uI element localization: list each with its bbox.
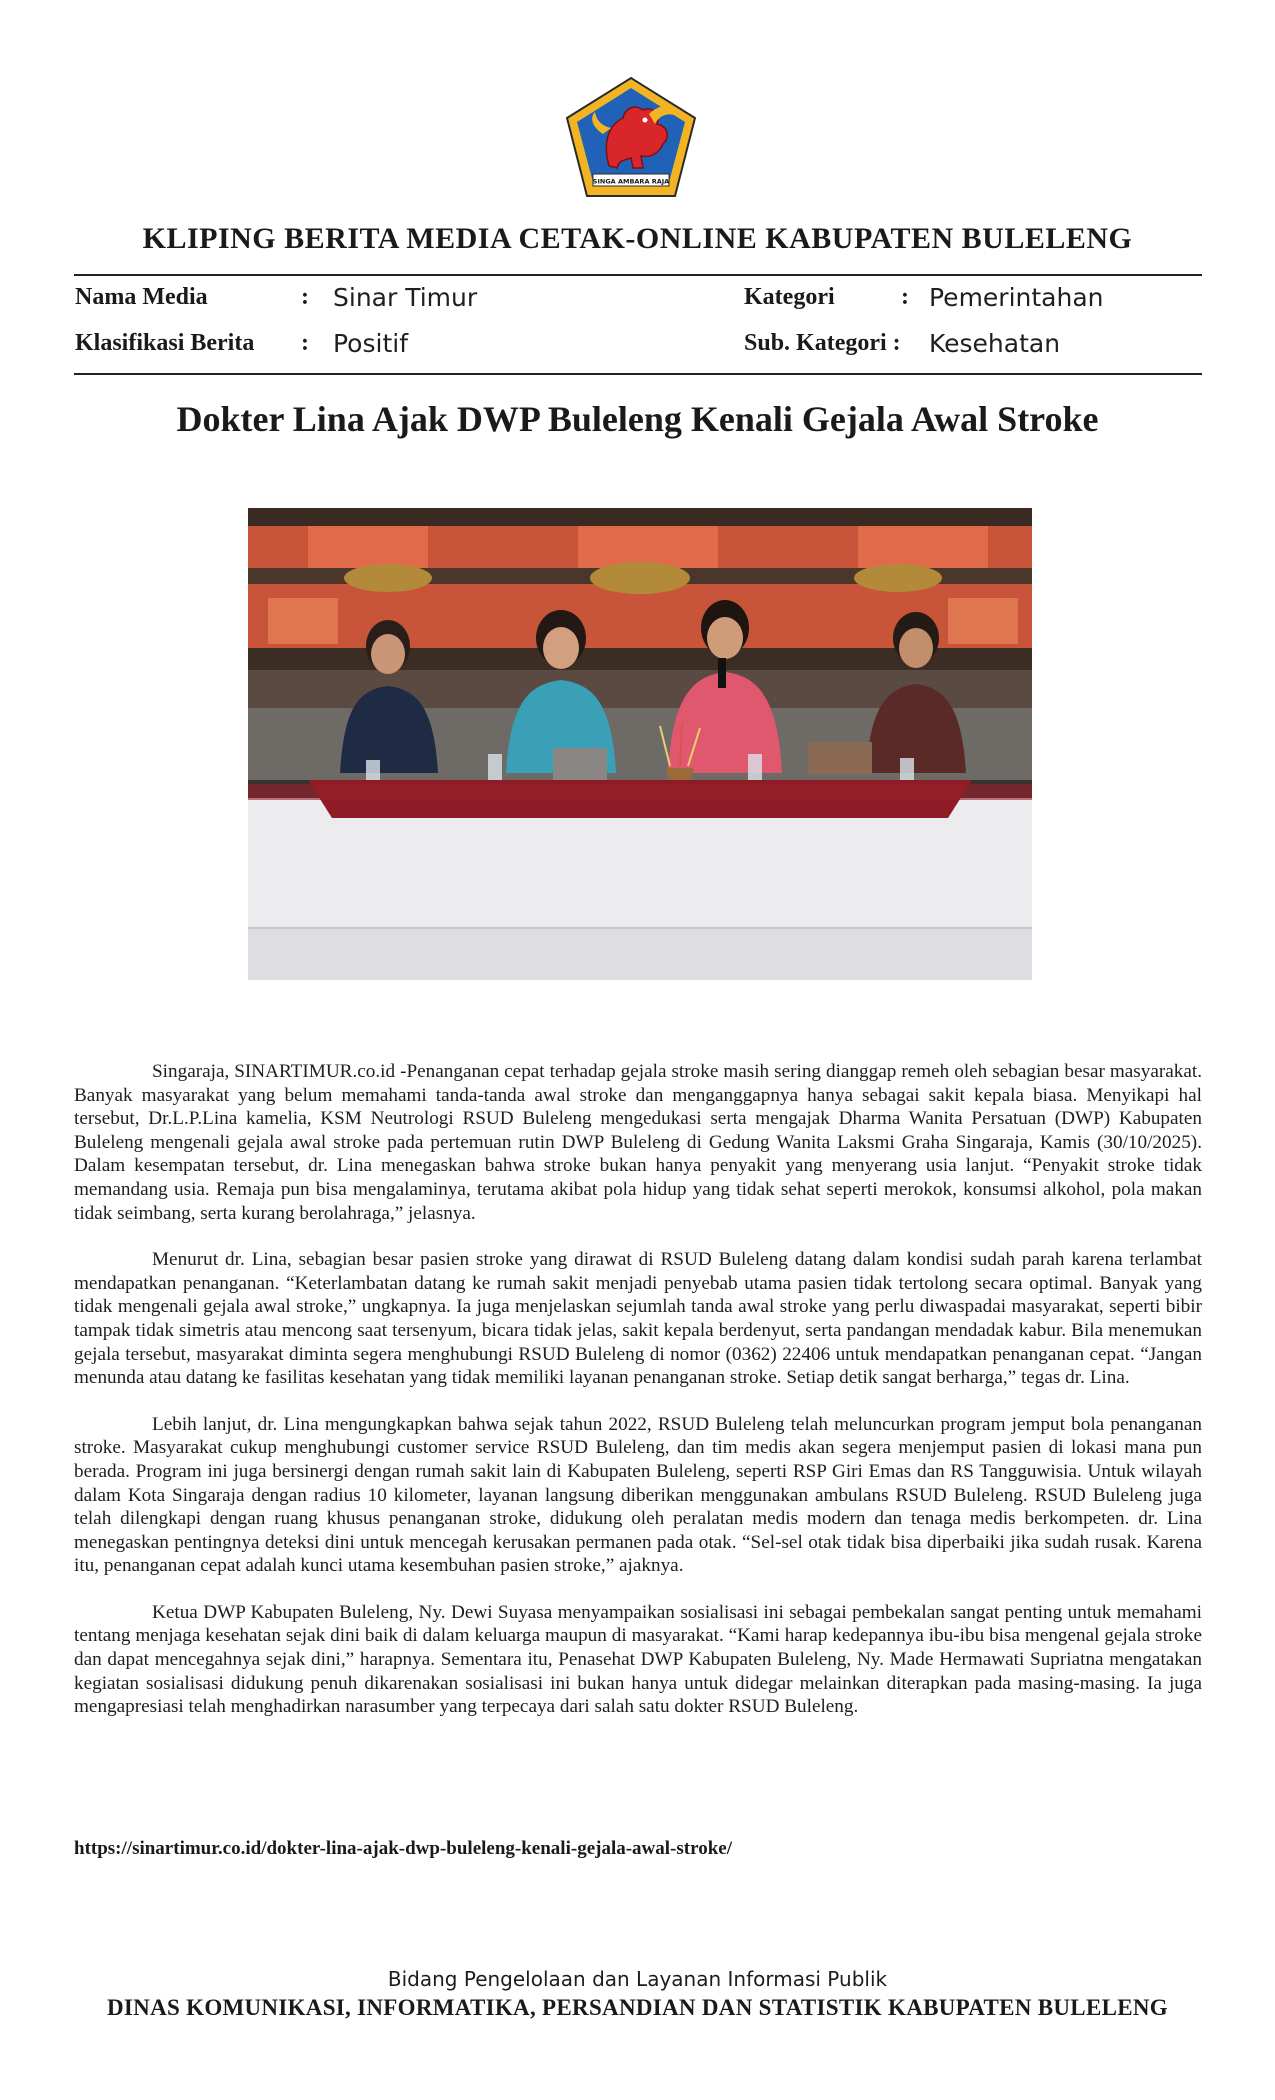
header-rule-top — [74, 274, 1202, 276]
singa-ambara-raja-emblem — [563, 74, 699, 201]
logo-motto: SINGA AMBARA RAJA — [592, 177, 670, 186]
article-paragraph-3: Lebih lanjut, dr. Lina mengungkapkan bahwa sejak tahun 2022, RSUD Buleleng telah meluncurkan program jemput bola penanganan stroke. Masyarakat cukup menghubungi customer service RSUD Buleleng, dan tim medis akan segera menjemput pasien di lokasi mana pun berada. Program ini juga bersinergi dengan rumah sakit lain di Kabupaten Buleleng, seperti RSP Giri Emas dan RS Tangguwisia. Untuk wilayah dalam Kota Singaraja dengan radius 10 kilometer, layanan langsung diberikan menggunakan ambulans RSUD Buleleng. RSUD Buleleng juga telah dilengkapi dengan ruang khusus penanganan stroke, didukung oleh peralatan medis modern dan tenaga medis berkompeten. dr. Lina menegaskan pentingnya deteksi dini untuk mencegah kerusakan permanen pada otak. “Sel-sel otak tidak bisa diperbaiki jika sudah rusak. Karena itu, penanganan cepat adalah kunci utama kesembuhan pasien stroke,” ajaknya. — [74, 1413, 1202, 1577]
subkategori-label: Sub. Kategori : — [744, 330, 901, 356]
header-rule-bottom — [74, 373, 1202, 375]
media-label: Nama Media — [75, 284, 208, 310]
klasifikasi-label: Klasifikasi Berita — [75, 330, 255, 356]
article-title: Dokter Lina Ajak DWP Buleleng Kenali Gejala Awal Stroke — [176, 399, 1099, 439]
article-paragraph-2: Menurut dr. Lina, sebagian besar pasien stroke yang dirawat di RSUD Buleleng datang dalam kondisi sudah parah karena terlambat mendapatkan penanganan. “Keterlambatan datang ke rumah sakit menjadi penyebab utama pasien tidak tertolong secara optimal. Banyak yang tidak mengenali gejala awal stroke,” ungkapnya. Ia juga menjelaskan sejumlah tanda awal stroke yang perlu diwaspadai masyarakat, seperti bibir tampak tidak simetris atau mencong saat tersenyum, bicara tidak jelas, sakit kepala berdenyut, serta pandangan mendadak kabur. Bila menemukan gejala tersebut, masyarakat diminta segera menghubungi RSUD Buleleng di nomor (0362) 22406 untuk mendapatkan penanganan cepat. “Jangan menunda atau datang ke fasilitas kesehatan yang tidak memiliki layanan penanganan stroke. Setiap detik sangat berharga,” tegas dr. Lina. — [74, 1249, 1202, 1389]
footer-office-name: DINAS KOMUNIKASI, INFORMATIKA, PERSANDIAN DAN STATISTIK KABUPATEN BULELENG — [107, 1995, 1168, 2020]
klasifikasi-colon: : — [301, 330, 309, 356]
meta-row-1 — [74, 282, 1202, 322]
kategori-label: Kategori — [744, 284, 835, 310]
kabupaten-buleleng-logo — [563, 74, 699, 201]
source-link[interactable]: https://sinartimur.co.id/dokter-lina-ajak-dwp-buleleng-kenali-gejala-awal-stroke/ — [74, 1838, 732, 1859]
article-paragraph-4: Ketua DWP Kabupaten Buleleng, Ny. Dewi Suyasa menyampaikan sosialisasi ini sebagai pembekalan sangat penting untuk memahami tentang menjaga kesehatan sejak dini baik di dalam keluarga maupun di masyarakat. “Kami harap kedepannya ibu-ibu bisa mengenal gejala stroke dan dapat mencegahnya sejak dini,” harapnya. Sementara itu, Penasehat DWP Kabupaten Buleleng, Ny. Made Hermawati Supriatna mengatakan kegiatan sosialisasi didukung penuh dikarenakan sosialisasi ini bukan hanya untuk didegar melainkan diterapkan pada masing-masing. Ia juga mengapresiasi telah menghadirkan narasumber yang terpecaya dari salah satu dokter RSUD Buleleng. — [74, 1601, 1202, 1718]
event-photo-illustration — [248, 508, 1032, 980]
kategori-value: Pemerintahan — [929, 283, 1104, 312]
subkategori-value: Kesehatan — [929, 329, 1061, 358]
kategori-colon: : — [901, 284, 909, 310]
klasifikasi-value: Positif — [333, 329, 408, 358]
article-paragraph-1: Singaraja, SINARTIMUR.co.id -Penanganan cepat terhadap gejala stroke masih sering dianggap remeh oleh sebagian besar masyarakat. Banyak masyarakat yang belum memahami tanda-tanda awal stroke dan menganggapnya hanya sebagai sakit kepala biasa. Menyikapi hal tersebut, Dr.L.P.Lina kamelia, KSM Neutrologi RSUD Buleleng mengedukasi serta mengajak Dharma Wanita Persatuan (DWP) Kabupaten Buleleng mengenali gejala awal stroke pada pertemuan rutin DWP Buleleng di Gedung Wanita Laksmi Graha Singaraja, Kamis (30/10/2025). Dalam kesempatan tersebut, dr. Lina menegaskan bahwa stroke bukan hanya penyakit yang menyerang usia lanjut. “Penyakit stroke tidak memandang usia. Remaja pun bisa mengalaminya, terutama akibat pola hidup yang tidak sehat seperti merokok, konsumsi alkohol, pola makan tidak seimbang, serta kurang berolahraga,” jelasnya. — [74, 1061, 1202, 1224]
media-value: Sinar Timur — [333, 283, 478, 312]
meta-row-2 — [74, 328, 1202, 368]
media-colon: : — [301, 284, 309, 310]
clipping-meta — [74, 278, 1202, 370]
footer-subtitle: Bidang Pengelolaan dan Layanan Informasi Publik — [387, 1967, 888, 1991]
document-header-title: KLIPING BERITA MEDIA CETAK-ONLINE KABUPATEN BULELENG — [142, 222, 1133, 255]
article-body — [74, 1060, 1202, 1742]
article-photo — [248, 508, 1032, 980]
